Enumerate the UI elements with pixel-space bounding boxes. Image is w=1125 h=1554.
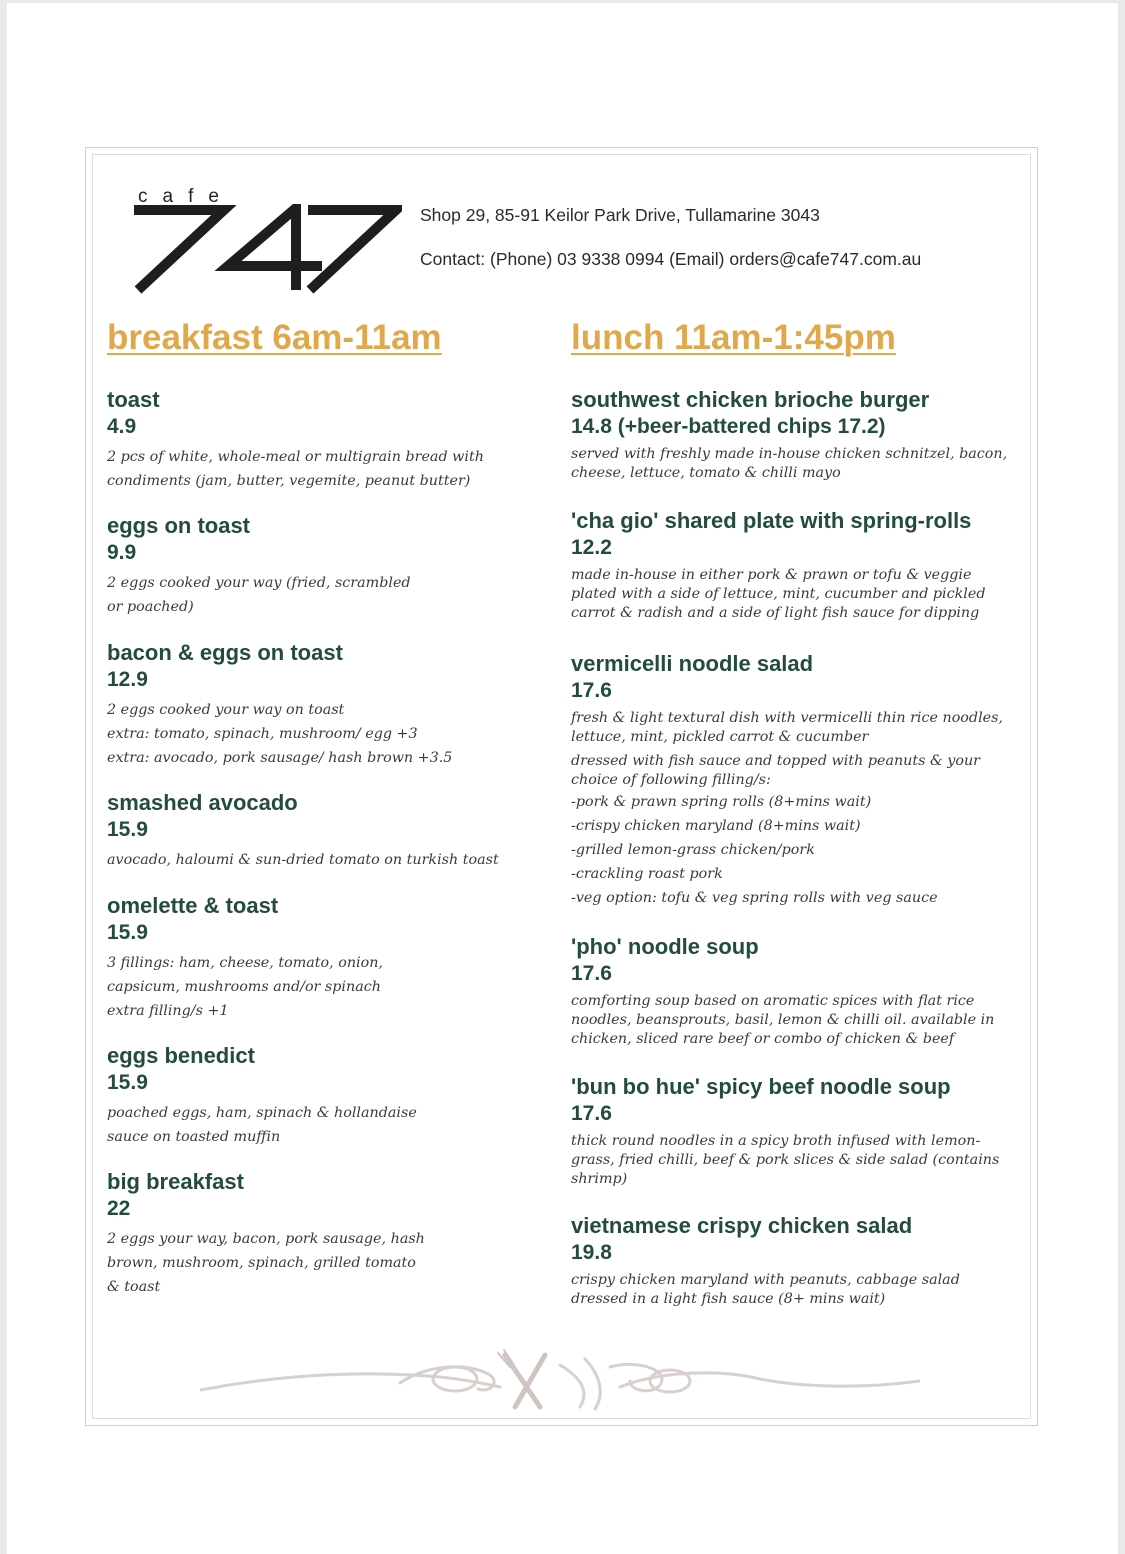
item-name: eggs benedict [107,1043,255,1068]
description-line: avocado, haloumi & sun-dried tomato on turkish toast [107,852,499,868]
description-line: served with freshly made in-house chicken schnitzel, bacon, [571,446,1008,462]
breakfast-heading: breakfast 6am-11am [107,318,442,357]
item-description [571,992,1021,1049]
item-description [107,848,547,872]
filling-option: -crackling roast pork [571,866,723,882]
description-line: cheese, lettuce, tomato & chilli mayo [571,465,841,481]
menu-item [107,892,547,1023]
item-description [107,1101,547,1149]
description-line: & toast [107,1279,161,1295]
menu-item [107,789,547,872]
menu-item [571,1073,1021,1189]
menu-item [571,933,1021,1049]
description-line: extra: tomato, spinach, mushroom/ egg +3 [107,726,418,742]
item-price: 19.8 [571,1241,612,1264]
description-line: thick round noodles in a spicy broth infused with lemon- [571,1133,981,1149]
item-name: 'pho' noodle soup [571,934,759,959]
description-line: made in-house in either pork & prawn or tofu & veggie [571,567,972,583]
item-price: 12.2 [571,536,612,559]
description-line: extra: avocado, pork sausage/ hash brown +3.5 [107,750,453,766]
item-name: southwest chicken brioche burger [571,387,930,412]
menu-item [571,1212,1021,1309]
item-price: 15.9 [107,818,148,841]
description-line: 2 pcs of white, whole-meal or multigrain bread with [107,449,484,465]
item-name: smashed avocado [107,790,298,815]
item-description [107,445,547,493]
menu-item [571,507,1021,623]
item-description [107,698,547,770]
item-price: 22 [107,1197,131,1220]
filling-option: -pork & prawn spring rolls (8+mins wait) [571,794,872,810]
item-name: toast [107,387,160,412]
item-price: 9.9 [107,541,137,564]
description-line: crispy chicken maryland with peanuts, cabbage salad [571,1272,960,1288]
filling-option: -crispy chicken maryland (8+mins wait) [571,818,861,834]
logo-number-text [132,186,133,187]
item-price: 15.9 [107,921,148,944]
address-line: Shop 29, 85-91 Keilor Park Drive, Tullamarine 3043 [420,205,820,225]
description-line: poached eggs, ham, spinach & hollandaise [107,1105,417,1121]
description-line: 2 eggs cooked your way (fried, scrambled [107,575,411,591]
description-line: brown, mushroom, spinach, grilled tomato [107,1255,416,1271]
description-line: sauce on toasted muffin [107,1129,281,1145]
description-line: 2 eggs your way, bacon, pork sausage, hash [107,1231,425,1247]
item-price: 15.9 [107,1071,148,1094]
item-description [571,445,1021,483]
description-line: capsicum, mushrooms and/or spinach [107,979,381,995]
breakfast-column [107,316,547,1295]
description-line: choice of following filling/s: [571,772,771,788]
menu-item [107,1042,547,1149]
description-line: grass, fried chilli, beef & pork slices & side salad (contains [571,1152,1000,1168]
item-name: big breakfast [107,1169,244,1194]
item-description [107,1227,547,1299]
menu-item [107,639,547,770]
lunch-heading: lunch 11am-1:45pm [571,318,896,357]
cafe-logo [132,186,402,296]
description-line: chicken, sliced rare beef or combo of chicken & beef [571,1031,955,1047]
item-name: bacon & eggs on toast [107,640,343,665]
item-price: 12.9 [107,668,148,691]
item-description [107,951,547,1023]
description-line: fresh & light textural dish with vermicelli thin rice noodles, [571,710,1003,726]
menu-item [571,650,1021,910]
description-line: noodles, beansprouts, basil, lemon & chilli oil. available in [571,1012,995,1028]
menu-item [107,512,547,619]
item-name: vermicelli noodle salad [571,651,814,676]
item-description [107,571,547,619]
description-line: 3 fillings: ham, cheese, tomato, onion, [107,955,383,971]
menu-item [107,386,547,493]
logo-word: cafe [138,186,234,207]
description-line: comforting soup based on aromatic spices with flat rice [571,993,975,1009]
item-name: eggs on toast [107,513,251,538]
item-name: 'bun bo hue' spicy beef noodle soup [571,1074,951,1099]
logo-number-graphic [132,204,402,294]
item-price: 17.6 [571,679,612,702]
description-line: extra filling/s +1 [107,1003,229,1019]
description-line: 2 eggs cooked your way on toast [107,702,345,718]
cutlery-ornament-icon [200,1345,920,1415]
item-name: omelette & toast [107,893,279,918]
item-description [571,1132,1021,1189]
item-name: 'cha gio' shared plate with spring-rolls [571,508,972,533]
filling-option: -grilled lemon-grass chicken/pork [571,842,815,858]
item-price: 14.8 (+beer-battered chips 17.2) [571,415,886,438]
item-description [571,1271,1021,1309]
item-name: vietnamese crispy chicken salad [571,1213,913,1238]
description-line: shrimp) [571,1171,628,1187]
description-line: condiments (jam, butter, vegemite, peanut butter) [107,473,471,489]
menu-item [571,386,1021,483]
lunch-column [571,316,1021,1307]
filling-option: -veg option: tofu & veg spring rolls with veg sauce [571,890,938,906]
menu-item [107,1168,547,1299]
item-description [571,566,1021,623]
description-line: dressed in a light fish sauce (8+ mins wait) [571,1291,886,1307]
item-price: 17.6 [571,1102,612,1125]
description-line: plated with a side of lettuce, mint, cucumber and pickled [571,586,986,602]
contact-line: Contact: (Phone) 03 9338 0994 (Email) orders@cafe747.com.au [420,249,922,269]
item-description [571,709,1021,910]
item-price: 4.9 [107,415,137,438]
description-line: or poached) [107,599,194,615]
description-line: lettuce, mint, pickled carrot & cucumber [571,729,869,745]
description-line: dressed with fish sauce and topped with peanuts & your [571,753,981,769]
item-price: 17.6 [571,962,612,985]
description-line: carrot & radish and a side of light fish sauce for dipping [571,605,980,621]
